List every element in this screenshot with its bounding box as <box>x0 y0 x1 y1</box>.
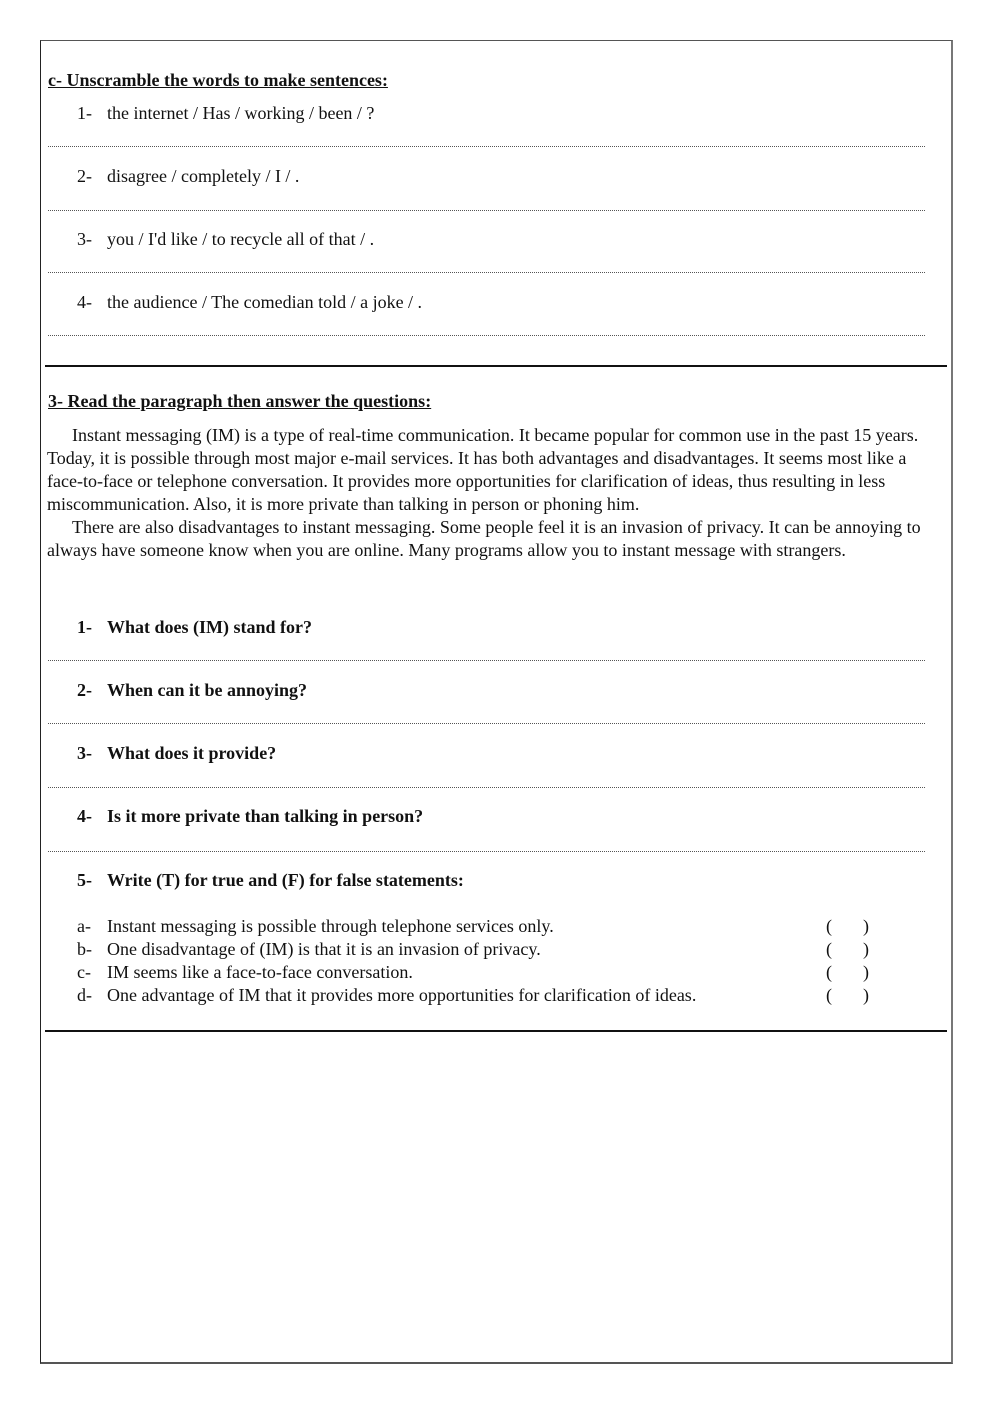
item-text: disagree / completely / I / . <box>107 166 300 186</box>
statement-text: IM seems like a face-to-face conversation. <box>107 962 413 982</box>
answer-bracket-close[interactable]: ) <box>863 985 869 1005</box>
true-false-row <box>0 939 992 962</box>
statement-text: One advantage of IM that it provides more opportunities for clarification of ideas. <box>107 985 697 1005</box>
answer-line[interactable] <box>48 335 925 336</box>
reading-passage <box>47 424 942 562</box>
statement-text: One disadvantage of (IM) is that it is an invasion of privacy. <box>107 939 541 959</box>
true-false-row <box>0 985 992 1008</box>
answer-line[interactable] <box>48 272 925 273</box>
answer-line[interactable] <box>48 851 925 852</box>
question-text: Write (T) for true and (F) for false statements: <box>107 870 464 890</box>
answer-line[interactable] <box>48 146 925 147</box>
item-text: the audience / The comedian told / a joke / . <box>107 292 423 312</box>
question-number: 3- <box>77 743 92 763</box>
answer-bracket-open[interactable]: ( <box>826 985 832 1005</box>
answer-bracket-open[interactable]: ( <box>826 939 832 959</box>
answer-bracket-open[interactable]: ( <box>826 916 832 936</box>
section-c-heading: c- Unscramble the words to make sentences: <box>48 70 388 90</box>
answer-bracket-close[interactable]: ) <box>863 939 869 959</box>
question-text: What does it provide? <box>107 743 277 763</box>
passage-paragraph: There are also disadvantages to instant messaging. Some people feel it is an invasion of privacy. It can be annoying to always have someone know when you are online. Many programs allow you to instant message with strangers. <box>47 517 921 560</box>
answer-bracket-open[interactable]: ( <box>826 962 832 982</box>
statement-text: Instant messaging is possible through telephone services only. <box>107 916 554 936</box>
question-number: 2- <box>77 680 92 700</box>
answer-bracket-close[interactable]: ) <box>863 916 869 936</box>
item-number: 3- <box>77 229 92 249</box>
statement-letter: d- <box>77 985 92 1005</box>
section-divider <box>45 365 947 367</box>
section-3-heading: 3- Read the paragraph then answer the questions: <box>48 391 432 411</box>
question-text: When can it be annoying? <box>107 680 308 700</box>
answer-line[interactable] <box>48 787 925 788</box>
question-number: 4- <box>77 806 92 826</box>
true-false-row <box>0 916 992 939</box>
statement-letter: a- <box>77 916 91 936</box>
answer-line[interactable] <box>48 660 925 661</box>
item-text: you / I'd like / to recycle all of that / . <box>107 229 375 249</box>
item-text: the internet / Has / working / been / ? <box>107 103 375 123</box>
passage-paragraph: Instant messaging (IM) is a type of real-time communication. It became popular for common use in the past 15 years. Today, it is possible through most major e-mail services. It has both advantages and disadvantages. It seems most like a face-to-face or telephone conversation. It provides more opportunities for clarification of ideas, thus resulting in less miscommunication. Also, it is more private than talking in person or phoning him. <box>47 425 919 514</box>
question-text: Is it more private than talking in person? <box>107 806 424 826</box>
answer-line[interactable] <box>48 723 925 724</box>
statement-letter: c- <box>77 962 91 982</box>
true-false-row <box>0 962 992 985</box>
question-text: What does (IM) stand for? <box>107 617 312 637</box>
item-number: 2- <box>77 166 92 186</box>
section-divider <box>45 1030 947 1032</box>
item-number: 4- <box>77 292 92 312</box>
statement-letter: b- <box>77 939 92 959</box>
item-number: 1- <box>77 103 92 123</box>
answer-line[interactable] <box>48 210 925 211</box>
answer-bracket-close[interactable]: ) <box>863 962 869 982</box>
question-number: 1- <box>77 617 92 637</box>
question-number: 5- <box>77 870 92 890</box>
